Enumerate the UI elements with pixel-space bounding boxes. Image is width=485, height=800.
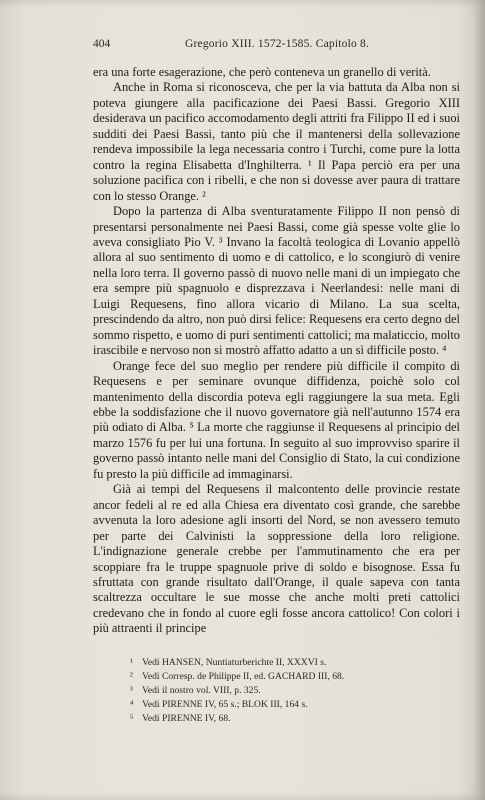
body-text [93,65,460,637]
paragraph: Orange fece del suo meglio per rendere più difficile il compito di Requesens e per seminare ovunque diffidenza, poichè solo col mantenimento della discordia poteva egli raggiungere la sua meta. Egli ebbe la soddisfazione che il nuovo governatore già nell'autunno 1574 era più odiato di Alba. ⁵ La morte che raggiunse il Requesens al principio del marzo 1576 fu per lui una fortuna. In seguito al suo improvviso sparire il governo passò intanto nelle mani del Consiglio di Stato, la cui condizione fu presto la più difficile ad immaginarsi. [93,358,460,481]
paragraph: era una forte esagerazione, che però conteneva un granello di verità. [93,65,431,79]
footnote-number: ² [130,671,133,682]
paragraph: Dopo la partenza di Alba sventuratamente Filippo II non pensò di presentarsi personalmente nei Paesi Bassi, come già spesse volte glie lo aveva consigliato Pio V. ³ Invano la facoltà teologica di Lovanio appellò allora al suo sentimento di uomo e di cattolico, e lo scongiurò di venire nella loro terra. Il governo passò di nuovo nelle mani di un impiegato che era sempre più spagnuolo e disprezzava i Neerlandesi: nelle mani di Luigi Requesens, fino allora vicario di Milano. La sua scelta, prescindendo da altro, non può dirsi felice: Requesens era certo degno del sommo rispetto, e uomo di puri sentimenti cattolici; ma malaticcio, molto irascibile e nervoso non si mostrò affatto adatto a un sì difficile posto. ⁴ [93,204,460,358]
footnote-number: ⁴ [130,699,134,710]
running-header [93,38,468,54]
footnote [130,698,460,712]
footnote [130,712,460,726]
footnote-text: Vedi HANSEN, Nuntiaturberichte II, XXXVI s. [142,657,327,668]
footnote-text: Vedi il nostro vol. VIII, p. 325. [142,685,261,696]
footnote [130,656,460,670]
paragraph: Anche in Roma si riconosceva, che per la via battuta da Alba non si poteva giungere alla pacificazione dei Paesi Bassi. Gregorio XIII desiderava un pacifico accomodamento degli attriti fra Filippo II ed i suoi sudditi dei Paesi Bassi, tanto più che il mantenersi della sollevazione rendeva impossibile la lega necessaria contro i Turchi, come pure la lotta contro la regina Elisabetta d'Inghilterra. ¹ Il Papa perciò era per una soluzione pacifica con i ribelli, e che non si dovesse aver paura di trattare con lo stesso Orange. ² [93,80,460,203]
footnotes [130,656,460,726]
footnote-text: Vedi PIRENNE IV, 65 s.; BLOK III, 164 s. [142,699,308,710]
running-title: Gregorio XIII. 1572-1585. Capitolo 8. [185,38,370,50]
footnote-number: ⁵ [130,713,134,724]
footnote-text: Vedi Corresp. de Philippe II, ed. GACHARD III, 68. [142,671,345,682]
footnote [130,684,460,698]
footnote-text: Vedi PIRENNE IV, 68. [142,713,231,724]
footnote-number: ³ [130,685,133,696]
paragraph: Già ai tempi del Requesens il malcontento delle provincie restate ancor fedeli al re ed alla Chiesa era diventato così grande, che sarebbe avvenuta la loro adesione agli insorti del Nord, se non avessero temuto per parte dei Calvinisti la soppressione della loro religione. L'indignazione generale crebbe per l'ammutinamento che era per scoppiare fra le truppe spagnuole prive di soldo e bisognose. Essa fu sfruttata con grande risultato dall'Orange, il quale sapeva con tanta scaltrezza occultare le sue mosse che anche molti preti cattolici credevano che in fondo al cuore egli fosse ancora cattolico! Con colori i più attraenti il principe [93,482,460,636]
footnote-number: ¹ [130,657,133,668]
page-number: 404 [93,38,111,50]
footnote [130,670,460,684]
